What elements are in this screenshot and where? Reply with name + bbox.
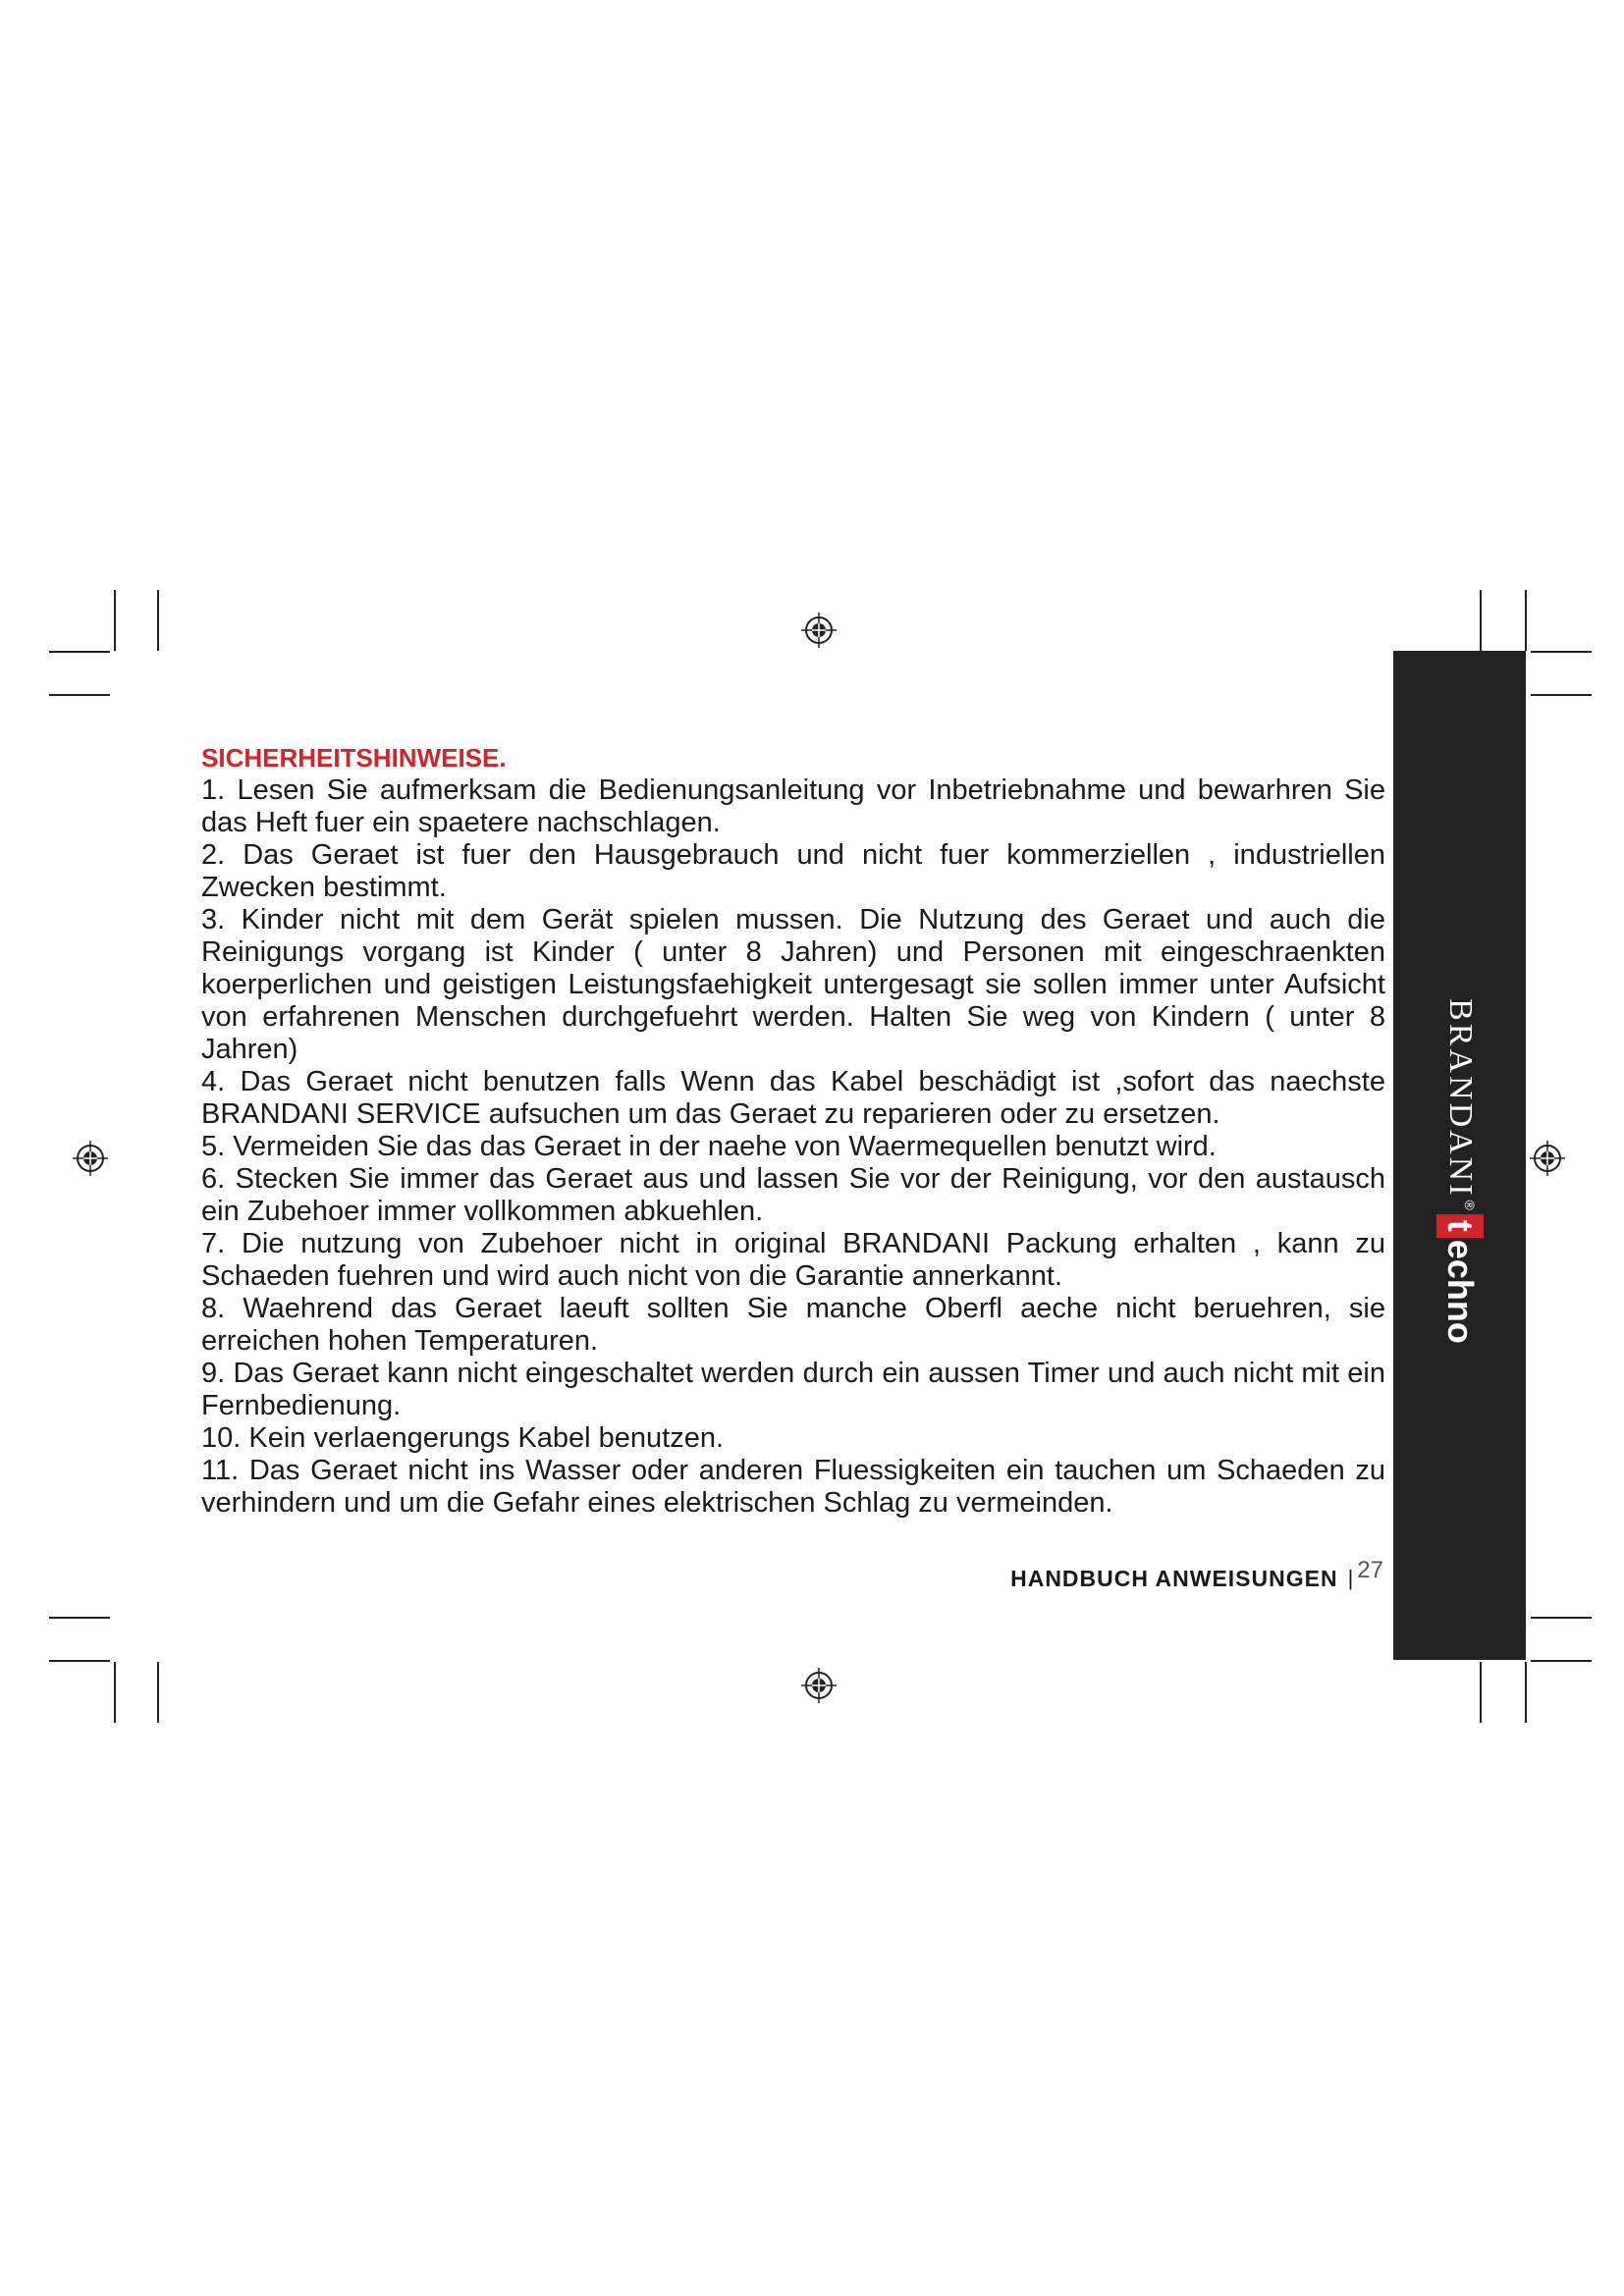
page-number: 27 <box>1357 1557 1383 1583</box>
registration-mark-icon <box>71 1139 110 1178</box>
safety-list <box>201 774 1385 1520</box>
crop-mark <box>49 1660 110 1662</box>
list-item: 11. Das Geraet nicht ins Wasser oder anderen Fluessigkeiten ein tauchen um Schaeden zu verhindern und um die Gefahr eines elektrischen Schlag zu vermeinden. <box>201 1455 1385 1519</box>
crop-mark <box>49 651 110 653</box>
crop-mark <box>157 590 159 651</box>
crop-mark <box>1480 590 1482 651</box>
list-item: 6. Stecken Sie immer das Geraet aus und lassen Sie vor der Reinigung, vor den austausch ein Zubehoer immer vollkommen abkuehlen. <box>201 1163 1385 1227</box>
registration-mark-icon <box>1528 1139 1567 1178</box>
crop-mark <box>1531 1660 1592 1662</box>
section-title: SICHERHEITSHINWEISE. <box>201 743 507 773</box>
brand-box-letter: t <box>1436 1214 1484 1238</box>
brand-name: BRANDANI <box>1441 998 1479 1199</box>
crop-mark <box>114 590 116 651</box>
brand-logo <box>1436 998 1484 1344</box>
crop-mark <box>1531 651 1592 653</box>
list-item: 2. Das Geraet ist fuer den Hausgebrauch und nicht fuer kommerziellen , industriellen Zwecken bestimmt. <box>201 839 1385 903</box>
list-item: 7. Die nutzung von Zubehoer nicht in original BRANDANI Packung erhalten , kann zu Schaeden fuehren und wird auch nicht von die Garantie annerkannt. <box>201 1228 1385 1292</box>
crop-mark <box>1531 1617 1592 1619</box>
safety-section <box>201 742 1385 1520</box>
crop-mark <box>49 694 110 696</box>
crop-mark <box>1531 694 1592 696</box>
list-item: 5. Vermeiden Sie das das Geraet in der naehe von Waermequellen benutzt wird. <box>201 1131 1217 1162</box>
registration-mark-icon <box>799 1666 839 1705</box>
side-tab <box>1393 651 1526 1660</box>
list-item: 10. Kein verlaengerungs Kabel benutzen. <box>201 1422 725 1454</box>
brand-registered-mark: ® <box>1461 1200 1478 1210</box>
footer-title: HANDBUCH ANWEISUNGEN <box>1010 1566 1338 1591</box>
registration-mark-icon <box>799 611 839 650</box>
crop-mark <box>157 1662 159 1723</box>
list-item: 1. Lesen Sie aufmerksam die Bedienungsanleitung vor Inbetriebnahme und bewarhren Sie das Heft fuer ein spaetere nachschlagen. <box>201 774 1385 838</box>
page-footer <box>1010 1557 1383 1593</box>
crop-mark <box>1480 1662 1482 1723</box>
list-item: 8. Waehrend das Geraet laeuft sollten Sie manche Oberfl aeche nicht beruehren, sie erreichen hohen Temperaturen. <box>201 1293 1385 1357</box>
crop-mark <box>114 1662 116 1723</box>
footer-separator: | <box>1347 1566 1354 1590</box>
list-item: 3. Kinder nicht mit dem Gerät spielen mussen. Die Nutzung des Geraet und auch die Reinigungs vorgang ist Kinder ( unter 8 Jahren) und Personen mit eingeschraenkten koerperlichen und geistigen Leistungsfaehigkeit untergesagt sie sollen immer unter Aufsicht von erfahrenen Menschen durchgefuehrt werden. Halten Sie weg von Kindern ( unter 8 Jahren) <box>201 904 1385 1065</box>
crop-mark <box>1525 590 1527 651</box>
brand-suffix: echno <box>1439 1239 1481 1344</box>
list-item: 4. Das Geraet nicht benutzen falls Wenn das Kabel beschädigt ist ,sofort das naechste BRANDANI SERVICE aufsuchen um das Geraet zu reparieren oder zu ersetzen. <box>201 1066 1385 1130</box>
crop-mark <box>49 1617 110 1619</box>
crop-mark <box>1525 1662 1527 1723</box>
list-item: 9. Das Geraet kann nicht eingeschaltet werden durch ein aussen Timer und auch nicht mit ein Fernbedienung. <box>201 1358 1385 1421</box>
